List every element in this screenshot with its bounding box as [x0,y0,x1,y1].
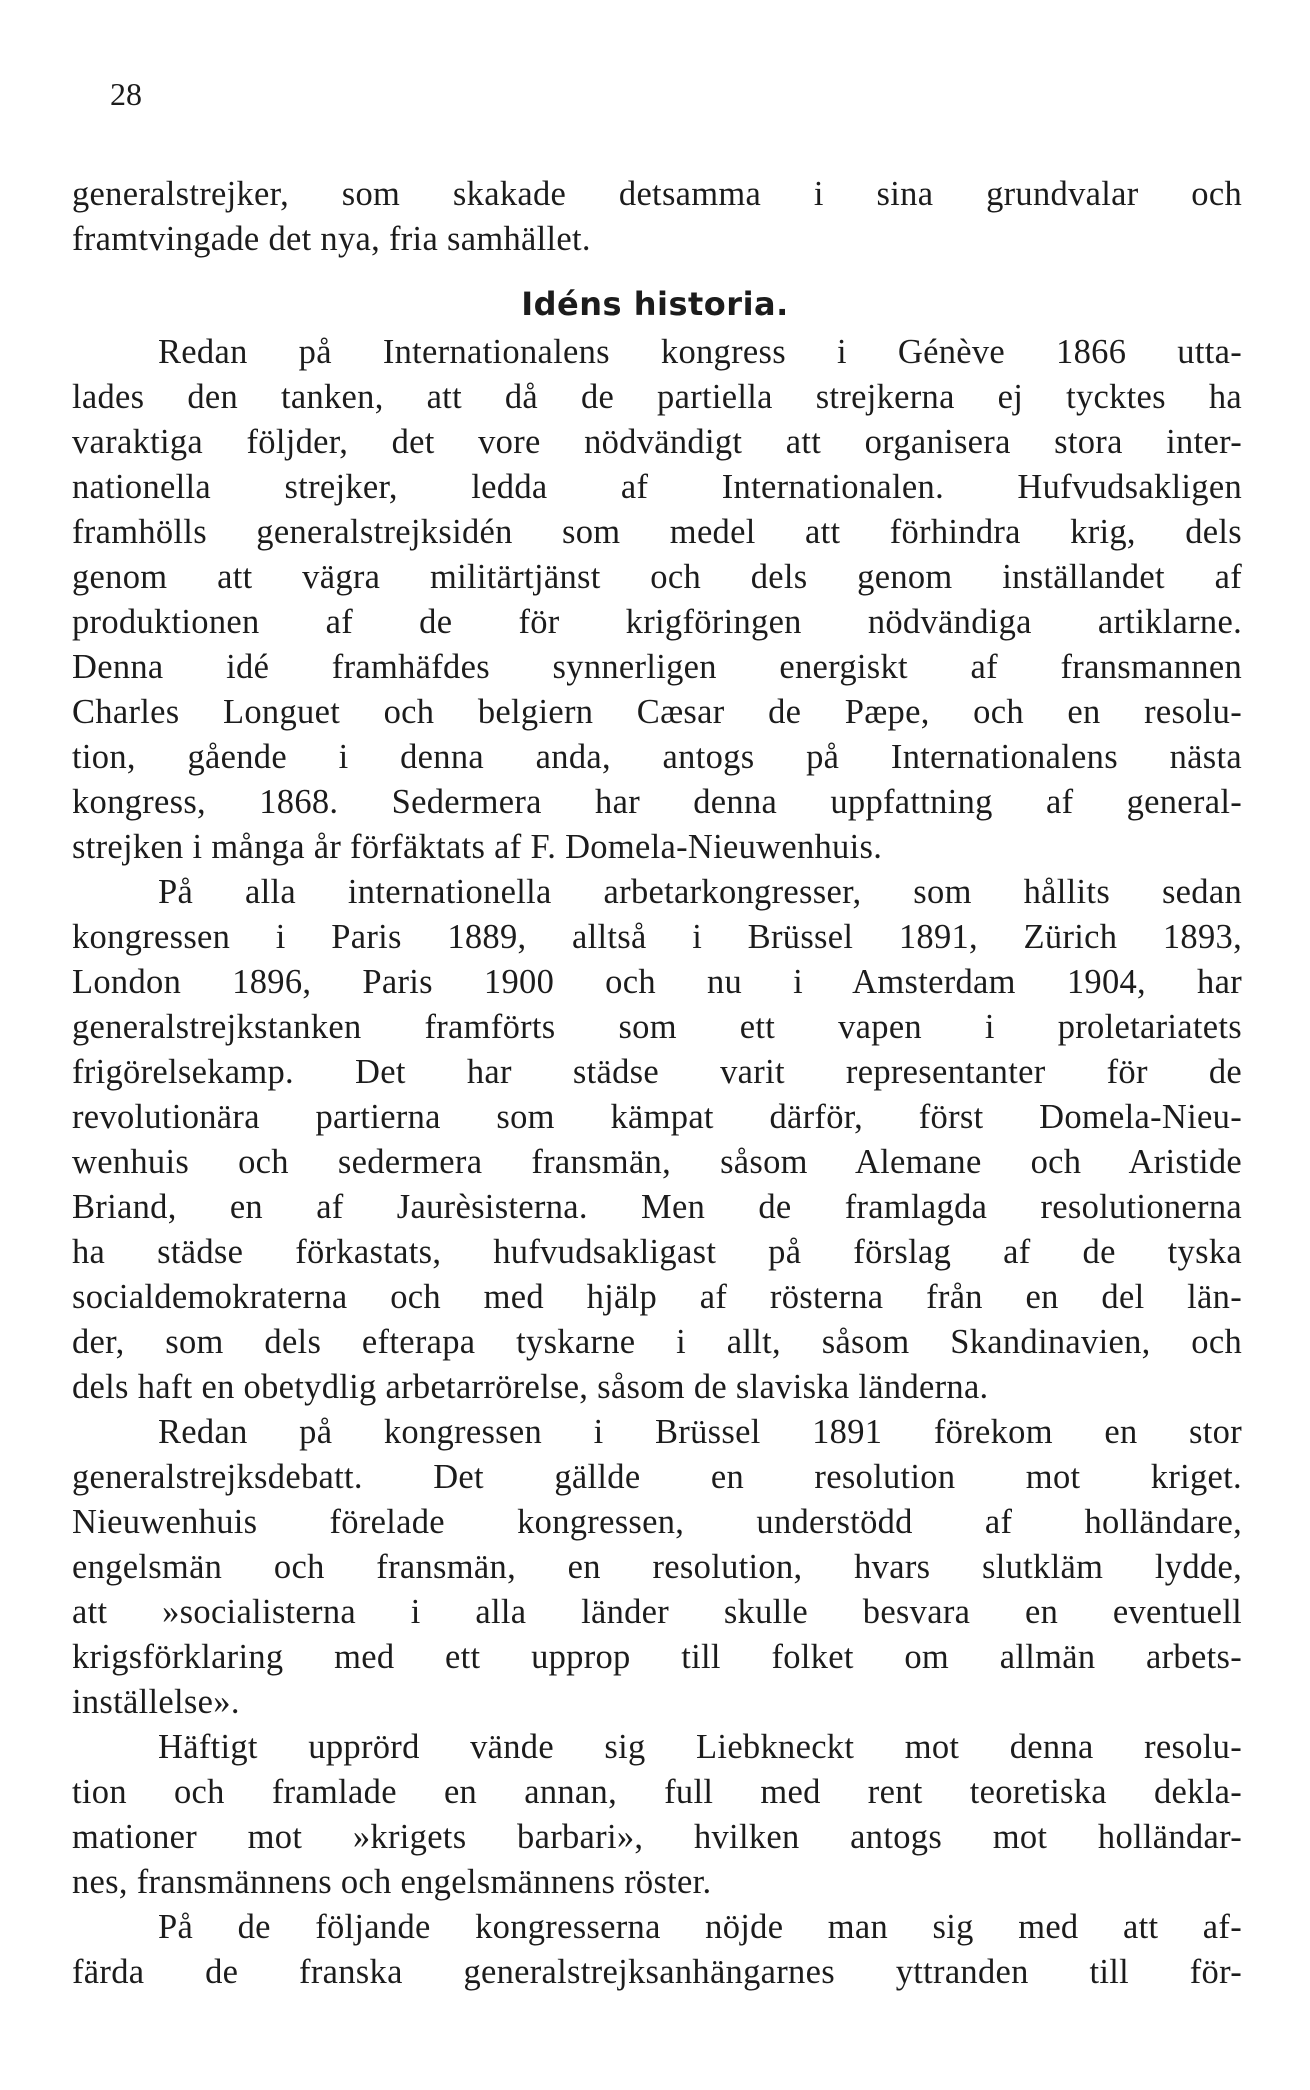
intro-paragraph [72,172,1242,262]
text-line: generalstrejksdebatt. Det gällde en resolution mot kriget. [72,1458,1242,1496]
text-line: strejken i många år förfäktats af F. Domela-Nieuwenhuis. [72,828,883,866]
text-line: produktionen af de för krigföringen nödvändiga artiklarne. [72,603,1242,641]
text-line: krigsförklaring med ett upprop till folket om allmän arbets- [72,1638,1242,1676]
text-line: Redan på kongressen i Brüssel 1891 förekom en stor [158,1413,1242,1451]
text-line: generalstrejkstanken framförts som ett vapen i proletariatets [72,1008,1242,1046]
text-line: På de följande kongresserna nöjde man sig med att af- [158,1908,1242,1946]
text-line: kongressen i Paris 1889, alltså i Brüssel 1891, Zürich 1893, [72,918,1242,956]
text-line: varaktiga följder, det vore nödvändigt att organisera stora inter- [72,423,1242,461]
body-text [72,330,1242,1995]
text-line: revolutionära partierna som kämpat därför, först Domela-Nieu- [72,1098,1242,1136]
section-heading: Idéns historia. [521,285,789,323]
text-line: genom att vägra militärtjänst och dels genom inställandet af [72,558,1242,596]
text-line: nes, fransmännens och engelsmännens röster. [72,1863,712,1901]
text-line: dels haft en obetydlig arbetarrörelse, såsom de slaviska länderna. [72,1368,989,1406]
text-line: framhölls generalstrejksidén som medel att förhindra krig, dels [72,513,1242,551]
text-line: mationer mot »krigets barbari», hvilken antogs mot holländar- [72,1818,1242,1856]
text-line: engelsmän och fransmän, en resolution, hvars slutkläm lydde, [72,1548,1242,1586]
text-line: nationella strejker, ledda af Internationalen. Hufvudsakligen [72,468,1242,506]
text-line: lades den tanken, att då de partiella strejkerna ej tycktes ha [72,378,1242,416]
text-line: inställelse». [72,1683,240,1721]
text-line: tion och framlade en annan, full med rent teoretiska dekla- [72,1773,1242,1811]
text-line: att »socialisterna i alla länder skulle besvara en eventuell [72,1593,1242,1631]
text-line: Briand, en af Jaurèsisterna. Men de framlagda resolutionerna [72,1188,1242,1226]
text-line: framtvingade det nya, fria samhället. [72,220,591,258]
text-line: färda de franska generalstrejksanhängarnes yttranden till för- [72,1953,1242,1991]
text-line: socialdemokraterna och med hjälp af rösterna från en del län- [72,1278,1242,1316]
text-line: tion, gående i denna anda, antogs på Internationalens nästa [72,738,1242,776]
text-line: ha städse förkastats, hufvudsakligast på förslag af de tyska [72,1233,1242,1271]
text-line: Charles Longuet och belgiern Cæsar de Pæpe, och en resolu- [72,693,1242,731]
text-line: Nieuwenhuis förelade kongressen, understödd af holländare, [72,1503,1242,1541]
text-line: Redan på Internationalens kongress i Génève 1866 utta- [158,333,1242,371]
text-line: Denna idé framhäfdes synnerligen energiskt af fransmannen [72,648,1242,686]
text-line: der, som dels efterapa tyskarne i allt, såsom Skandinavien, och [72,1323,1242,1361]
text-line: På alla internationella arbetarkongresser, som hållits sedan [158,873,1242,911]
text-line: kongress, 1868. Sedermera har denna uppfattning af general- [72,783,1242,821]
text-line: frigörelsekamp. Det har städse varit representanter för de [72,1053,1242,1091]
text-line: Häftigt upprörd vände sig Liebkneckt mot denna resolu- [158,1728,1242,1766]
page-number: 28 [110,76,142,112]
text-line: generalstrejker, som skakade detsamma i sina grundvalar och [72,175,1242,213]
text-line: wenhuis och sedermera fransmän, såsom Alemane och Aristide [72,1143,1242,1181]
text-line: London 1896, Paris 1900 och nu i Amsterdam 1904, har [72,963,1242,1001]
